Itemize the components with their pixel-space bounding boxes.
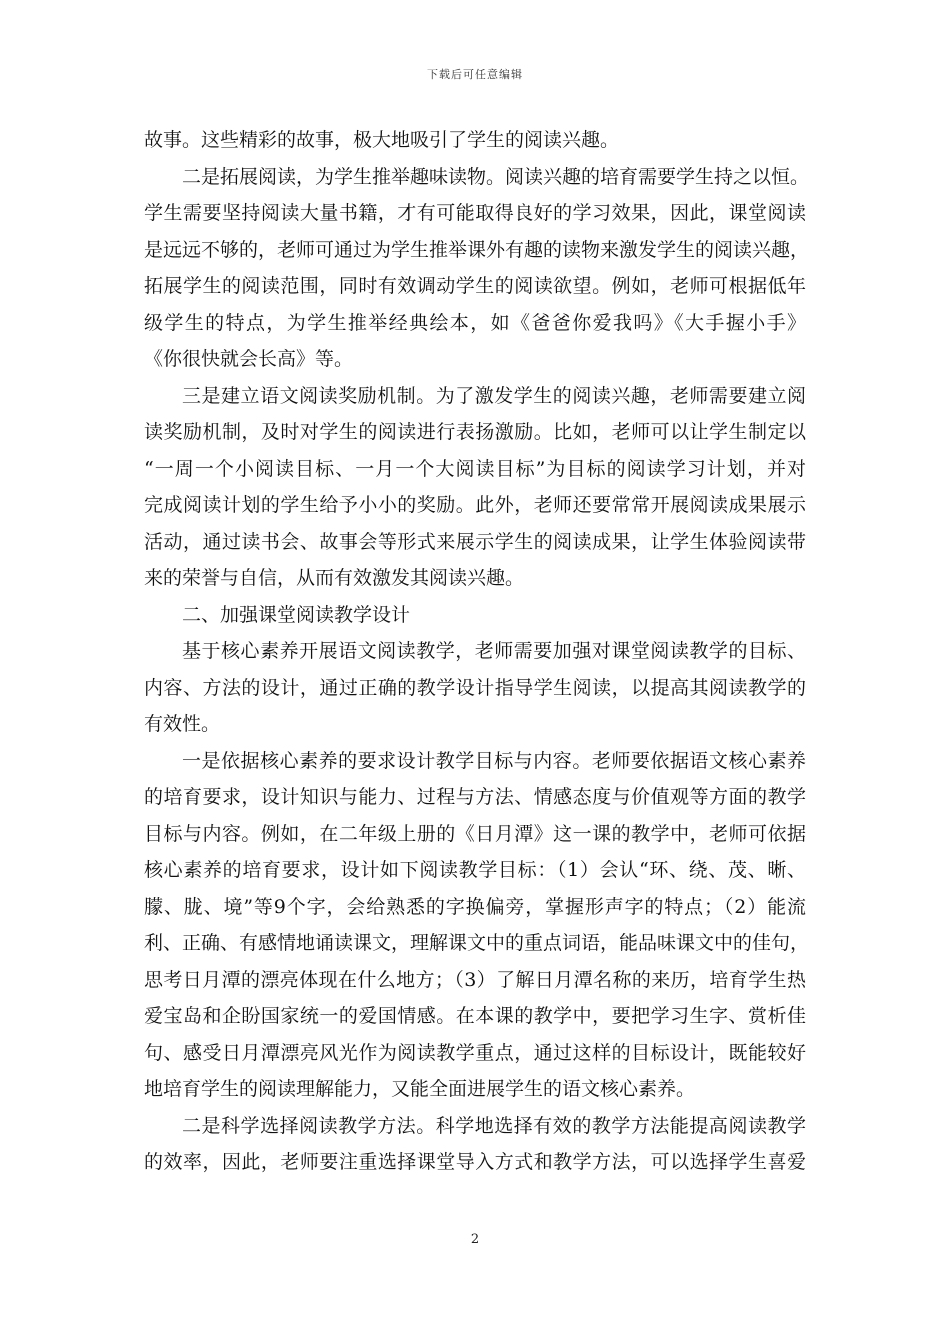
text-line: 故事。这些精彩的故事，极大地吸引了学生的阅读兴趣。: [144, 129, 620, 151]
page-number: 2: [470, 1232, 480, 1247]
text-line: “一周一个小阅读目标、一月一个大阅读目标”为目标的阅读学习计划，并对: [144, 457, 806, 480]
text-line: 来的荣誉与自信，从而有效激发其阅读兴趣。: [144, 567, 525, 589]
text-line: 思考日月潭的漂亮体现在什么地方；（3）了解日月潭名称的来历，培育学生热: [144, 968, 806, 991]
text-line: 利、正确、有感情地诵读课文，理解课文中的重点词语，能品味课文中的佳句，: [144, 932, 810, 954]
text-line: 内容、方法的设计，通过正确的教学设计指导学生阅读，以提高其阅读教学的: [144, 676, 806, 699]
text-line: 学生需要坚持阅读大量书籍，才有可能取得良好的学习效果，因此，课堂阅读: [144, 202, 806, 224]
text-line: 级学生的特点，为学生推举经典绘本，如《爸爸你爱我吗》《大手握小手》: [144, 311, 806, 334]
text-line: 的效率，因此，老师要注重选择课堂导入方式和教学方法，可以选择学生喜爱: [144, 1151, 806, 1173]
text-line: 目标与内容。例如，在二年级上册的《日月潭》这一课的教学中，老师可依据: [144, 822, 806, 845]
text-line: 是远远不够的，老师可通过为学生推举课外有趣的读物来激发学生的阅读兴趣，: [144, 238, 810, 261]
text-line: 地培育学生的阅读理解能力，又能全面进展学生的语文核心素养。: [144, 1078, 696, 1100]
text-line: 一是依据核心素养的要求设计教学目标与内容。老师要依据语文核心素养: [182, 749, 806, 772]
text-line: 二是拓展阅读，为学生推举趣味读物。阅读兴趣的培育需要学生持之以恒。: [182, 165, 810, 188]
text-line: 基于核心素养开展语文阅读教学，老师需要加强对课堂阅读教学的目标、: [182, 640, 806, 662]
text-line: 完成阅读计划的学生给予小小的奖励。此外，老师还要常常开展阅读成果展示: [144, 494, 806, 516]
page-header: 下载后可任意编辑: [427, 68, 523, 81]
text-line: 核心素养的培育要求，设计如下阅读教学目标：（1）会认“环、绕、茂、晰、: [144, 859, 806, 881]
text-line: 的培育要求，设计知识与能力、过程与方法、情感态度与价值观等方面的教学: [144, 786, 806, 808]
text-line: 爱宝岛和企盼国家统一的爱国情感。在本课的教学中，要把学习生字、赏析佳: [144, 1005, 806, 1027]
text-line: 句、感受日月潭漂亮风光作为阅读教学重点，通过这样的目标设计，既能较好: [144, 1041, 806, 1064]
text-line: 读奖励机制，及时对学生的阅读进行表扬激励。比如，老师可以让学生制定以: [144, 421, 806, 443]
document-body: [144, 122, 810, 1181]
text-line: 《你很快就会长高》等。: [144, 348, 354, 370]
text-line: 三是建立语文阅读奖励机制。为了激发学生的阅读兴趣，老师需要建立阅: [182, 384, 806, 407]
text-line: 二是科学选择阅读教学方法。科学地选择有效的教学方法能提高阅读教学: [182, 1114, 806, 1137]
text-line: 二、加强课堂阅读教学设计: [182, 603, 411, 626]
text-line: 朦、胧、境”等9个字，会给熟悉的字换偏旁，掌握形声字的特点；（2）能流: [144, 895, 806, 918]
text-line: 有效性。: [144, 713, 221, 735]
text-line: 拓展学生的阅读范围，同时有效调动学生的阅读欲望。例如，老师可根据低年: [144, 275, 806, 297]
text-line: 活动，通过读书会、故事会等形式来展示学生的阅读成果，让学生体验阅读带: [144, 530, 806, 553]
